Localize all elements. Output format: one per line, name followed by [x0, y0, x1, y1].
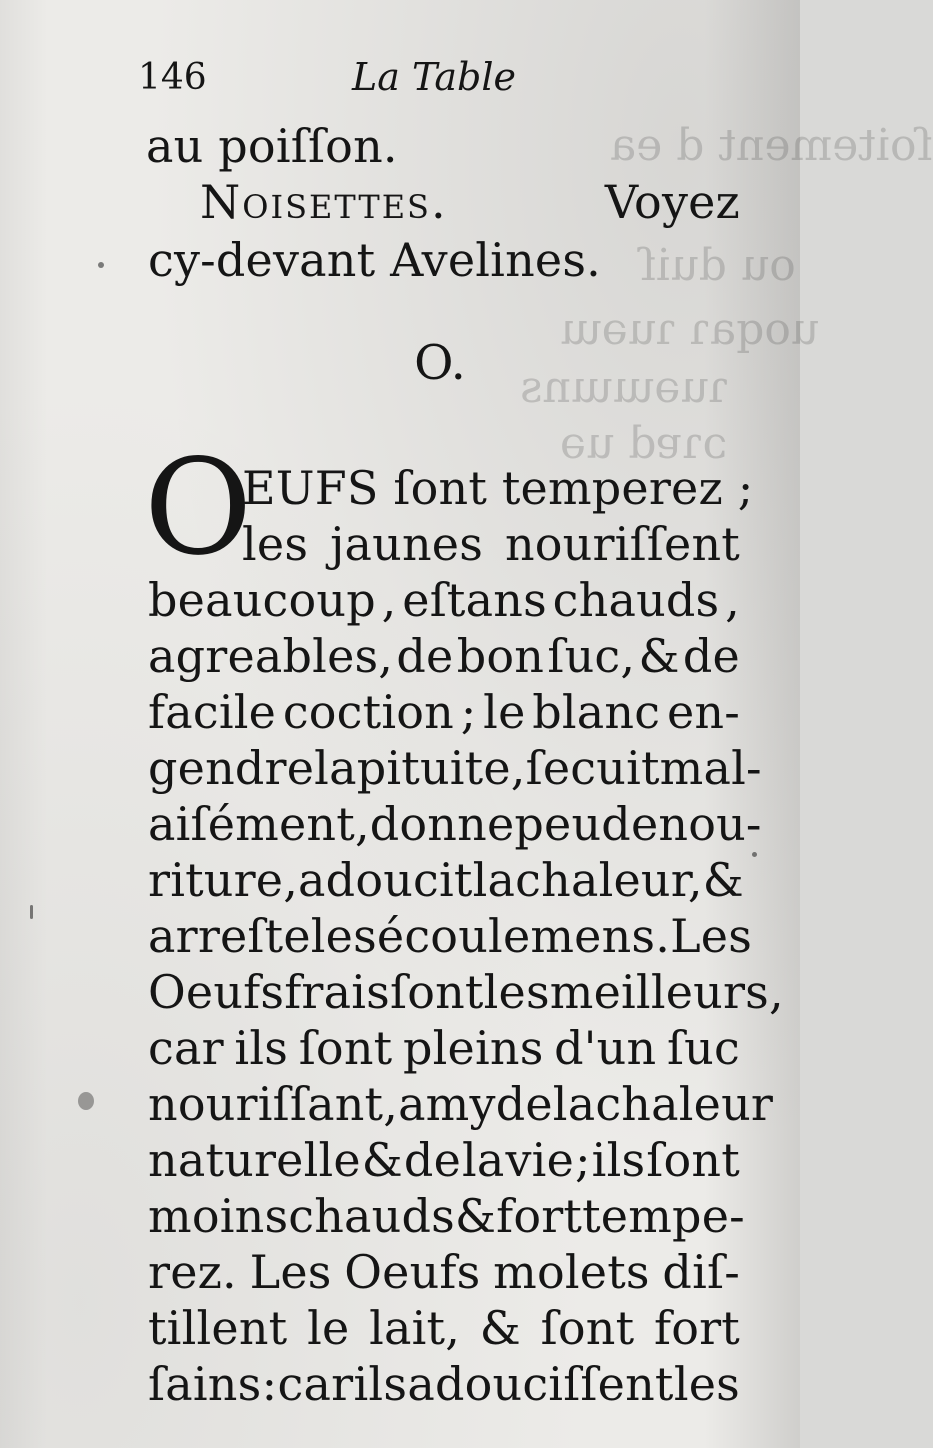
word: & [702, 853, 744, 907]
word: bon [456, 629, 545, 683]
word: mal- [659, 741, 762, 795]
text-line [148, 1356, 740, 1412]
word: peu [514, 797, 602, 851]
text-line [148, 1132, 740, 1188]
word: de [495, 1077, 553, 1131]
drop-cap: O [144, 431, 253, 585]
ink-speck [30, 905, 33, 919]
show-through-text: ſoitement d ea [610, 120, 933, 171]
word: lait, [369, 1301, 461, 1355]
text-line: au poiſſon. [146, 119, 398, 173]
word: , [381, 573, 397, 627]
word: le [307, 1301, 350, 1355]
word: , [725, 573, 740, 627]
word: vie [505, 1133, 575, 1187]
word: les [673, 1357, 740, 1411]
text-line [148, 1188, 745, 1244]
section-heading: O. [414, 335, 466, 391]
word: ſains [148, 1357, 262, 1411]
word: riture, [148, 853, 299, 907]
word: adoucit [298, 853, 473, 907]
text-line [148, 852, 744, 908]
word: : [261, 1357, 278, 1411]
text-line [242, 516, 740, 572]
word: de [403, 1133, 461, 1187]
text-line [148, 740, 762, 796]
text-line [148, 1076, 774, 1132]
word: ſuc [666, 1021, 740, 1075]
text-line [148, 796, 762, 852]
word: la [314, 741, 357, 795]
word: Voyez [604, 175, 740, 229]
word: la [472, 853, 516, 907]
word: la [552, 1077, 596, 1131]
word: ſuc, [547, 629, 636, 683]
word: le [483, 685, 526, 739]
word: d'un [554, 1021, 657, 1075]
word: ſont [298, 1021, 393, 1075]
page-number: 146 [138, 57, 207, 98]
word: de [682, 629, 740, 683]
word: Les [670, 909, 753, 963]
headword: Noisettes. [200, 175, 448, 229]
ink-speck [98, 262, 104, 268]
running-title: La Table [352, 55, 516, 99]
word: adouciſſent [407, 1357, 674, 1411]
word: donne [369, 797, 515, 851]
show-through-text: uoqaɿ ɿuəɯ [560, 304, 820, 355]
word: les [242, 517, 309, 571]
word: naturelle [148, 1133, 361, 1187]
word: ſe [525, 741, 571, 795]
word: & [638, 629, 680, 683]
word: chauds [288, 1189, 455, 1243]
word: écoulemens. [376, 909, 671, 963]
word: jaunes [330, 517, 484, 571]
word: en- [666, 685, 740, 739]
word: fort [653, 1301, 740, 1355]
word: ſont [389, 965, 484, 1019]
word: ils [591, 1133, 646, 1187]
word: chaleur [595, 1077, 774, 1131]
word: la [461, 1133, 505, 1187]
word: pleins [402, 1021, 544, 1075]
word: ; [574, 1133, 591, 1187]
word: Oeufs [344, 1245, 481, 1299]
text-line [148, 684, 740, 740]
word: eſtans [402, 573, 547, 627]
word: & [479, 1301, 521, 1355]
word: de [601, 797, 659, 851]
show-through-text: ɔɿɐd uə [560, 418, 728, 469]
word: tempe- [582, 1189, 745, 1243]
ink-speck [78, 1092, 94, 1110]
text-line: cy-devant Avelines. [148, 233, 601, 287]
word: chauds [552, 573, 720, 627]
word: rez. [148, 1245, 237, 1299]
word: cuit [570, 741, 660, 795]
word: ſont [646, 1133, 740, 1187]
word: gendre [148, 741, 315, 795]
word: diſ- [662, 1245, 740, 1299]
word: Oeufs [148, 965, 285, 1019]
word: & [361, 1133, 403, 1187]
word: les [483, 965, 550, 1019]
text-line [148, 572, 740, 628]
word: meilleurs, [549, 965, 784, 1019]
text-line [148, 628, 740, 684]
text-line [148, 1244, 740, 1300]
word: les [310, 909, 377, 963]
show-through-text: ou duiſ [640, 240, 796, 291]
word: arreſte [148, 909, 311, 963]
word: blanc [532, 685, 661, 739]
word: pituite, [356, 741, 526, 795]
word: ils [234, 1021, 289, 1075]
word: Les [249, 1245, 332, 1299]
text-line [148, 1300, 740, 1356]
show-through-text: ɿuəɯɯns [520, 362, 729, 413]
word: chaleur, [515, 853, 703, 907]
word: facile [148, 685, 277, 739]
word: ſont [540, 1301, 635, 1355]
word: molets [493, 1245, 650, 1299]
word: nou- [658, 797, 762, 851]
word: aiſément, [148, 797, 370, 851]
word: coction [282, 685, 454, 739]
text-line [200, 174, 740, 230]
text-line [148, 908, 753, 964]
text-line [148, 1020, 740, 1076]
text-line [148, 964, 784, 1020]
word: de [396, 629, 454, 683]
word: beaucoup [148, 573, 376, 627]
word: moins [148, 1189, 289, 1243]
text-line: EUFS ſont temperez ; [242, 461, 754, 515]
word: car [277, 1357, 354, 1411]
word: car [148, 1021, 224, 1075]
word: fort [496, 1189, 583, 1243]
word: nouriſſant, [148, 1077, 399, 1131]
word: agreables, [148, 629, 394, 683]
word: & [454, 1189, 497, 1243]
ink-speck [752, 852, 757, 857]
word: ; [460, 685, 477, 739]
word: nouriſſent [504, 517, 740, 571]
word: frais [284, 965, 390, 1019]
word: ils [353, 1357, 408, 1411]
word: tillent [148, 1301, 288, 1355]
word: amy [398, 1077, 496, 1131]
